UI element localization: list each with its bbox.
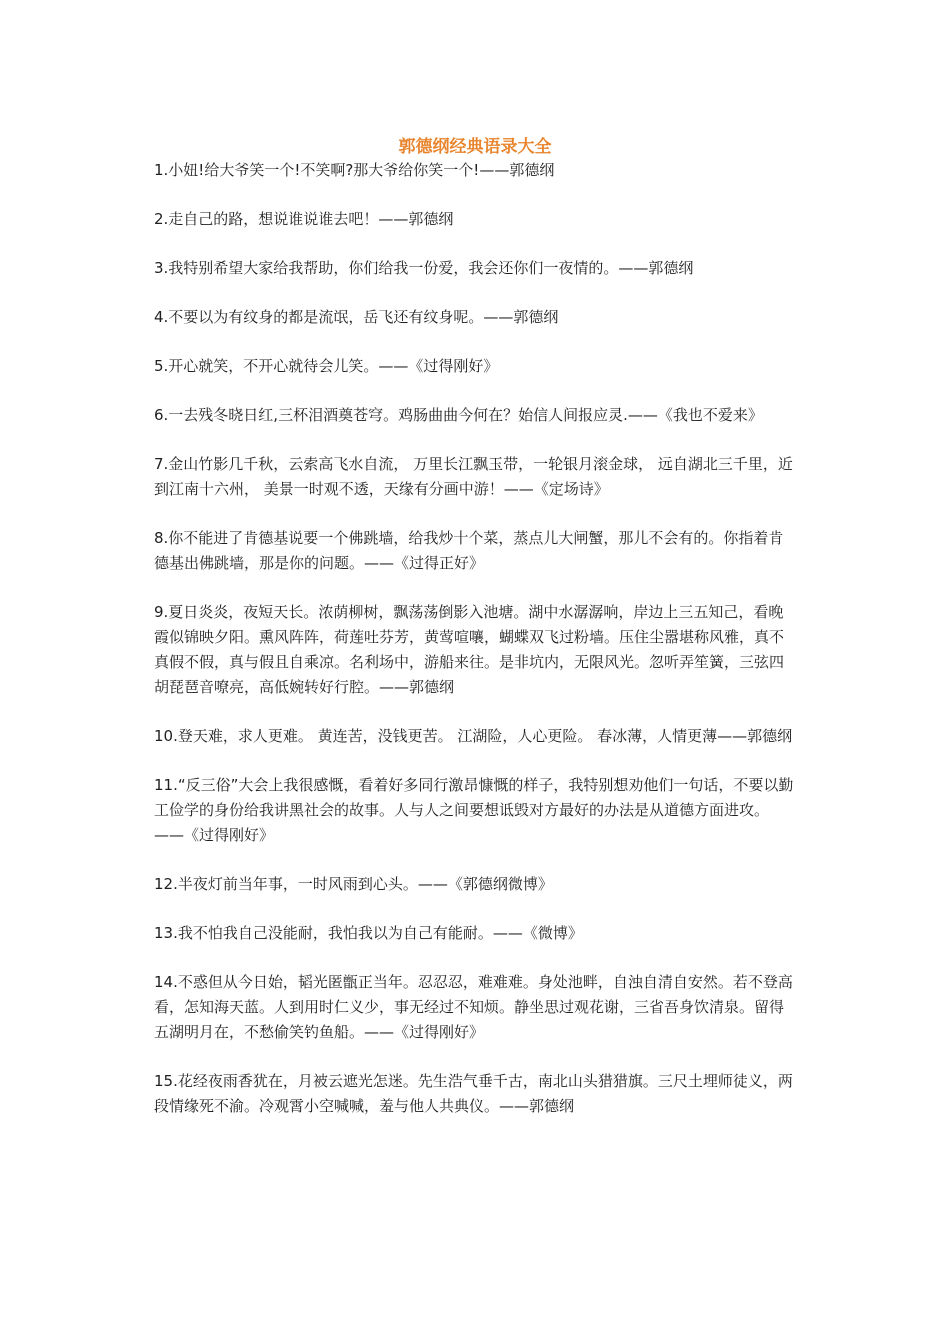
quote-item: 4.不要以为有纹身的都是流氓，岳飞还有纹身呢。——郭德纲 [154,308,559,326]
quote-item: 7.金山竹影几千秋，云索高飞水自流， 万里长江飘玉带，一轮银月滚金球， 远自湖北三千里，近到江南十六州， 美景一时观不透，天缘有分画中游！——《定场诗》 [154,455,793,498]
document-title: 郭德纲经典语录大全 [398,137,552,157]
quote-item: 6.一去残冬晓日红,三杯泪酒奠苍穹。鸡肠曲曲今何在？始信人间报应灵.——《我也不爱来》 [154,406,763,424]
quote-item: 3.我特别希望大家给我帮助，你们给我一份爱，我会还你们一夜情的。——郭德纲 [154,259,694,277]
quote-item: 14.不惑但从今日始，韬光匿甑正当年。忍忍忍，难难难。身处池畔，自浊自清自安然。若不登高看，怎知海天蓝。人到用时仁义少，事无经过不知烦。静坐思过观花谢，三省吾身饮清泉。留得五湖明月在，不愁偷笑钓鱼船。——《过得刚好》 [154,973,793,1041]
quote-item: 12.半夜灯前当年事，一时风雨到心头。——《郭德纲微博》 [154,875,553,893]
quote-list [154,158,796,1143]
quote-item: 8.你不能进了肯德基说要一个佛跳墙，给我炒十个菜，蒸点儿大闸蟹，那儿不会有的。你指着肯德基出佛跳墙，那是你的问题。——《过得正好》 [154,529,784,572]
quote-item: 10.登天难，求人更难。 黄连苦，没钱更苦。 江湖险，人心更险。 春冰薄，人情更薄——郭德纲 [154,727,793,745]
quote-item: 5.开心就笑，不开心就待会儿笑。——《过得刚好》 [154,357,499,375]
quote-item: 9.夏日炎炎，夜短天长。浓荫柳树，飘荡荡倒影入池塘。湖中水潺潺响，岸边上三五知己，看晚霞似锦映夕阳。熏风阵阵，荷莲吐芬芳，黄莺喧嚷，蝴蝶双飞过粉墙。压住尘嚣堪称风雅，真不真假不假，真与假且自乘凉。名利场中，游船来往。是非坑内，无限风光。忽听弄笙簧，三弦四胡琵琶音嘹亮，高低婉转好行腔。——郭德纲 [154,603,785,696]
quote-item: 13.我不怕我自己没能耐，我怕我以为自己有能耐。——《微博》 [154,924,583,942]
quote-item: 11.“反三俗”大会上我很感慨，看着好多同行激昂慷慨的样子，我特别想劝他们一句话，不要以勤工俭学的身份给我讲黑社会的故事。人与人之间要想诋毁对方最好的办法是从道德方面进攻。——《过得刚好》 [154,776,794,844]
quote-item: 1.小妞!给大爷笑一个!不笑啊?那大爷给你笑一个!——郭德纲 [154,161,555,179]
quote-item: 2.走自己的路，想说谁说谁去吧！——郭德纲 [154,210,454,228]
quote-item: 15.花经夜雨香犹在，月被云遮光怎迷。先生浩气垂千古，南北山头猎猎旗。三尺土埋师徒义，两段情缘死不渝。冷观霄小空喊喊，羞与他人共典仪。——郭德纲 [154,1072,793,1115]
